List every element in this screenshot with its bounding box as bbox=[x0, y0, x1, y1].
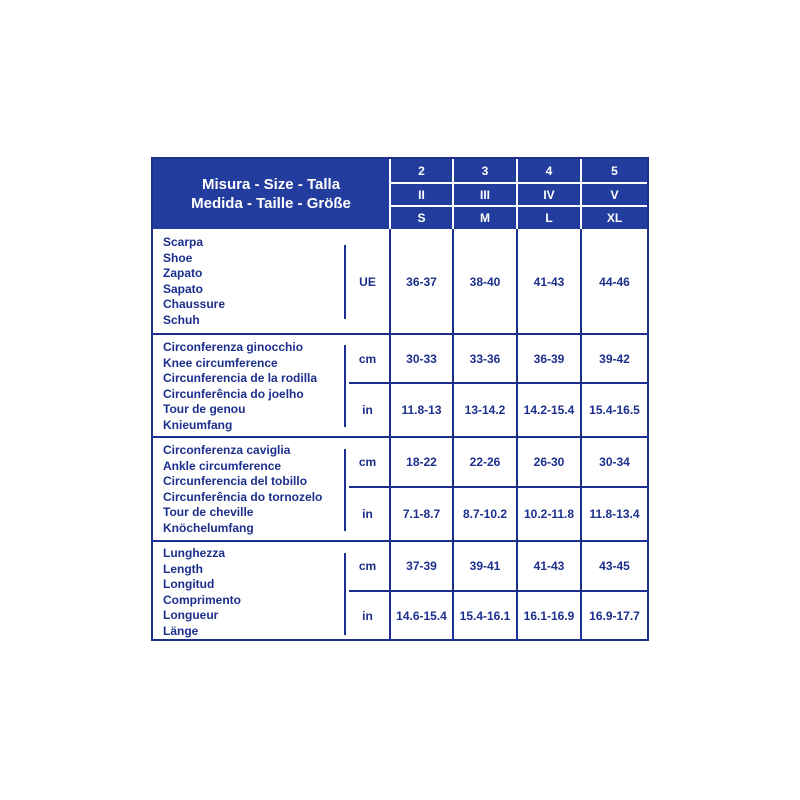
size-roman: III bbox=[479, 187, 490, 202]
header-title bbox=[153, 159, 389, 229]
ankle-label: Knöchelumfang bbox=[163, 520, 254, 535]
size-chart bbox=[151, 157, 649, 641]
size-letter: XL bbox=[606, 211, 623, 225]
knee-label: Circunferencia de la rodilla bbox=[163, 371, 318, 385]
knee-in-value: 15.4-16.5 bbox=[589, 403, 640, 417]
shoe-label: Chaussure bbox=[163, 297, 226, 311]
shoe-value: 44-46 bbox=[599, 275, 630, 289]
ankle-label: Circonferenza caviglia bbox=[163, 443, 291, 457]
length-unit-cm: cm bbox=[358, 559, 377, 573]
knee-label: Knieumfang bbox=[163, 417, 233, 432]
shoe-label: Zapato bbox=[163, 266, 203, 280]
size-number: 3 bbox=[481, 163, 489, 178]
shoe-label: Shoe bbox=[163, 250, 193, 265]
length-label: Longueur bbox=[163, 608, 219, 622]
ankle-in-value: 11.8-13.4 bbox=[589, 507, 640, 521]
shoe-labels bbox=[163, 235, 225, 328]
size-number: 5 bbox=[611, 163, 618, 178]
knee-label: Circonferenza ginocchio bbox=[163, 340, 304, 354]
size-number: 2 bbox=[418, 163, 425, 178]
knee-cm-value: 39-42 bbox=[599, 351, 630, 366]
size-number: 4 bbox=[545, 163, 553, 178]
ankle-label: Ankle circumference bbox=[163, 458, 282, 473]
knee-in-value: 11.8-13 bbox=[401, 403, 442, 417]
header-title-line1: Misura - Size - Talla bbox=[201, 176, 341, 193]
length-label: Lunghezza bbox=[163, 546, 225, 560]
length-cm-value: 43-45 bbox=[599, 559, 630, 573]
ankle-unit-cm: cm bbox=[358, 455, 377, 469]
ankle-in-value: 10.2-11.8 bbox=[523, 507, 575, 521]
length-in-value: 16.1-16.9 bbox=[523, 608, 575, 623]
ankle-in-value: 8.7-10.2 bbox=[462, 507, 508, 521]
length-label: Length bbox=[163, 561, 203, 576]
knee-unit-in: in bbox=[362, 403, 373, 417]
ankle-unit-in: in bbox=[362, 507, 373, 521]
shoe-value: 36-37 bbox=[406, 275, 437, 289]
knee-label: Knee circumference bbox=[163, 355, 278, 370]
knee-cm-value: 33-36 bbox=[469, 351, 501, 366]
size-letter: S bbox=[417, 211, 426, 225]
size-roman: V bbox=[610, 187, 619, 202]
length-unit-in: in bbox=[362, 608, 373, 623]
length-cm-value: 37-39 bbox=[406, 559, 437, 573]
shoe-value: 41-43 bbox=[533, 275, 565, 289]
size-letter: M bbox=[480, 211, 490, 225]
ankle-cm-value: 30-34 bbox=[599, 455, 630, 469]
length-labels bbox=[163, 546, 241, 639]
knee-labels bbox=[163, 340, 317, 433]
ankle-cm-value: 22-26 bbox=[469, 455, 501, 469]
ankle-label: Circunferencia del tobillo bbox=[163, 474, 308, 488]
length-in-value: 14.6-15.4 bbox=[396, 608, 447, 623]
knee-cm-value: 30-33 bbox=[406, 351, 437, 366]
length-label: Länge bbox=[163, 623, 199, 638]
size-roman: IV bbox=[543, 187, 555, 202]
knee-label: Circunferência do joelho bbox=[163, 386, 304, 401]
ankle-labels bbox=[163, 443, 322, 536]
shoe-label: Scarpa bbox=[163, 235, 204, 249]
header-title-line2: Medida - Taille - Größe bbox=[191, 195, 351, 212]
knee-cm-value: 36-39 bbox=[533, 351, 565, 366]
shoe-label: Sapato bbox=[163, 281, 204, 296]
knee-label: Tour de genou bbox=[163, 402, 246, 416]
ankle-cm-value: 18-22 bbox=[406, 455, 437, 469]
shoe-unit: UE bbox=[359, 275, 376, 289]
size-letter: L bbox=[545, 211, 553, 225]
ankle-cm-value: 26-30 bbox=[533, 455, 565, 469]
shoe-label: Schuh bbox=[163, 312, 200, 327]
size-chart-header bbox=[153, 159, 647, 229]
knee-in-value: 14.2-15.4 bbox=[523, 403, 575, 417]
ankle-label: Tour de cheville bbox=[163, 505, 254, 519]
knee-in-value: 13-14.2 bbox=[464, 403, 506, 417]
knee-unit-cm: cm bbox=[358, 351, 377, 366]
size-roman: II bbox=[418, 187, 425, 202]
length-in-value: 16.9-17.7 bbox=[589, 608, 640, 623]
ankle-in-value: 7.1-8.7 bbox=[402, 507, 441, 521]
length-cm-value: 41-43 bbox=[533, 559, 565, 573]
shoe-value: 38-40 bbox=[469, 275, 501, 289]
length-in-value: 15.4-16.1 bbox=[459, 608, 511, 623]
length-cm-value: 39-41 bbox=[469, 559, 501, 573]
length-label: Comprimento bbox=[163, 592, 241, 607]
ankle-label: Circunferência do tornozelo bbox=[163, 489, 323, 504]
length-label: Longitud bbox=[163, 577, 215, 591]
